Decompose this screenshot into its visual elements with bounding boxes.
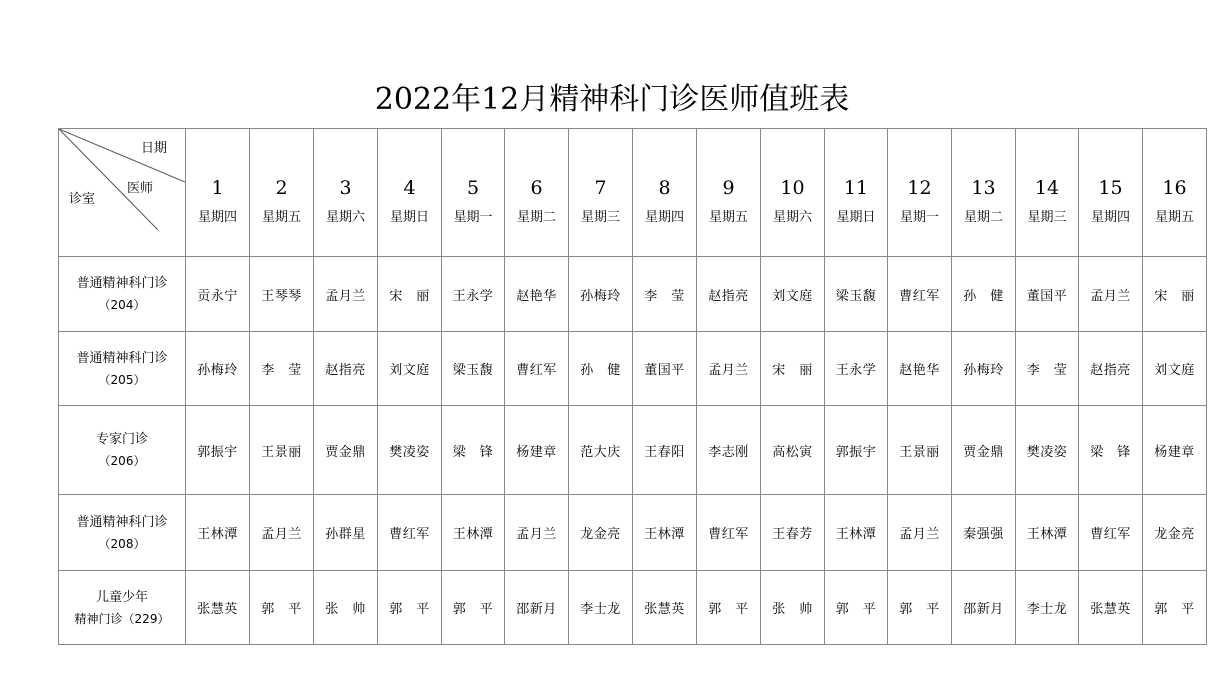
- doctor-cell: 曹红军: [378, 495, 442, 571]
- page-title: 2022年12月精神科门诊医师值班表: [374, 82, 850, 117]
- room-number: （204）: [98, 298, 146, 312]
- doctor-cell: 邵新月: [505, 571, 569, 645]
- table-row: [59, 495, 1207, 571]
- doctor-cell: 王林潭: [186, 495, 250, 571]
- header-row: [59, 129, 1207, 257]
- doctor-cell: 邵新月: [952, 571, 1016, 645]
- doctor-cell: 郭 平: [825, 571, 888, 645]
- day-header-15: [1079, 129, 1143, 257]
- room-cell: [59, 571, 186, 645]
- table-row: [59, 332, 1207, 406]
- day-number: 13: [971, 177, 996, 199]
- room-cell: [59, 257, 186, 332]
- weekday-label: 星期四: [644, 210, 684, 225]
- doctor-cell: 郭振宇: [825, 406, 888, 495]
- doctor-cell: 樊凌姿: [378, 406, 442, 495]
- doctor-cell: 曹红军: [505, 332, 569, 406]
- doctor-cell: 梁玉馥: [442, 332, 505, 406]
- room-number: （206）: [98, 454, 146, 468]
- doctor-cell: 郭 平: [888, 571, 952, 645]
- room-number: 精神门诊（229）: [74, 611, 170, 626]
- day-header-13: [952, 129, 1016, 257]
- room-name: 专家门诊: [95, 432, 148, 447]
- day-header-4: [378, 129, 442, 257]
- doctor-cell: 李士龙: [1016, 571, 1079, 645]
- day-number: 8: [658, 177, 671, 199]
- room-number: （205）: [98, 372, 146, 387]
- doctor-cell: 王春芳: [761, 495, 825, 571]
- doctor-cell: 赵艳华: [888, 332, 952, 406]
- weekday-label: 星期六: [772, 210, 812, 225]
- doctor-cell: 孟月兰: [250, 495, 314, 571]
- doctor-cell: 郭 平: [250, 571, 314, 645]
- day-header-8: [633, 129, 697, 257]
- doctor-cell: 孟月兰: [697, 332, 761, 406]
- doctor-label: 医师: [127, 181, 154, 196]
- doctor-cell: 赵指亮: [314, 332, 378, 406]
- doctor-cell: 贾金鼎: [952, 406, 1016, 495]
- doctor-cell: 李 莹: [250, 332, 314, 406]
- day-number: 7: [594, 177, 607, 199]
- weekday-label: 星期二: [516, 210, 556, 225]
- doctor-cell: 张慧英: [633, 571, 697, 645]
- table-row: [59, 406, 1207, 495]
- weekday-label: 星期五: [1154, 210, 1194, 225]
- doctor-cell: 范大庆: [569, 406, 633, 495]
- doctor-cell: 张 帅: [761, 571, 825, 645]
- doctor-cell: 刘文庭: [761, 257, 825, 332]
- doctor-cell: 张慧英: [1079, 571, 1143, 645]
- doctor-cell: 宋 丽: [761, 332, 825, 406]
- doctor-cell: 宋 丽: [1143, 257, 1207, 332]
- day-header-3: [314, 129, 378, 257]
- day-header-11: [825, 129, 888, 257]
- table-row: [59, 571, 1207, 645]
- room-name: 儿童少年: [95, 589, 148, 605]
- day-header-10: [761, 129, 825, 257]
- doctor-cell: 郭 平: [378, 571, 442, 645]
- doctor-cell: 曹红军: [1079, 495, 1143, 571]
- doctor-cell: 孙 健: [952, 257, 1016, 332]
- day-header-2: [250, 129, 314, 257]
- doctor-cell: 赵指亮: [1079, 332, 1143, 406]
- doctor-cell: 王景丽: [888, 406, 952, 495]
- doctor-cell: 王琴琴: [250, 257, 314, 332]
- day-number: 3: [339, 177, 352, 199]
- doctor-cell: 王林潭: [442, 495, 505, 571]
- day-number: 1: [211, 177, 224, 199]
- weekday-label: 星期一: [899, 210, 939, 225]
- doctor-cell: 孙 健: [569, 332, 633, 406]
- doctor-cell: 孙梅玲: [952, 332, 1016, 406]
- room-name: 普通精神科门诊: [76, 276, 168, 291]
- day-header-16: [1143, 129, 1207, 257]
- table-row: [59, 257, 1207, 332]
- doctor-cell: 梁玉馥: [825, 257, 888, 332]
- weekday-label: 星期三: [1027, 210, 1067, 225]
- day-header-6: [505, 129, 569, 257]
- doctor-cell: 王林潭: [825, 495, 888, 571]
- room-cell: [59, 406, 186, 495]
- doctor-cell: 龙金亮: [569, 495, 633, 571]
- doctor-cell: 张慧英: [186, 571, 250, 645]
- day-header-7: [569, 129, 633, 257]
- doctor-cell: 贡永宁: [186, 257, 250, 332]
- doctor-cell: 张 帅: [314, 571, 378, 645]
- day-header-5: [442, 129, 505, 257]
- weekday-label: 星期六: [325, 210, 365, 225]
- doctor-cell: 孙群星: [314, 495, 378, 571]
- doctor-cell: 刘文庭: [378, 332, 442, 406]
- weekday-label: 星期五: [261, 210, 301, 225]
- day-header-1: [186, 129, 250, 257]
- doctor-cell: 孙梅玲: [569, 257, 633, 332]
- doctor-cell: 杨建章: [505, 406, 569, 495]
- doctor-cell: 李 莹: [633, 257, 697, 332]
- room-cell: [59, 332, 186, 406]
- day-header-9: [697, 129, 761, 257]
- doctor-cell: 王林潭: [1016, 495, 1079, 571]
- doctor-cell: 龙金亮: [1143, 495, 1207, 571]
- diagonal-header: [59, 129, 185, 256]
- doctor-cell: 王永学: [825, 332, 888, 406]
- day-number: 11: [843, 177, 869, 199]
- doctor-cell: 董国平: [1016, 257, 1079, 332]
- room-cell: [59, 495, 186, 571]
- doctor-cell: 王林潭: [633, 495, 697, 571]
- doctor-cell: 赵指亮: [697, 257, 761, 332]
- day-number: 15: [1098, 177, 1123, 199]
- doctor-cell: 曹红军: [888, 257, 952, 332]
- room-name: 普通精神科门诊: [76, 514, 168, 530]
- room-label: 诊室: [69, 192, 96, 207]
- day-number: 2: [275, 177, 288, 199]
- doctor-cell: 宋 丽: [378, 257, 442, 332]
- doctor-cell: 刘文庭: [1143, 332, 1207, 406]
- day-header-14: [1016, 129, 1079, 257]
- weekday-label: 星期日: [836, 210, 876, 225]
- doctor-cell: 贾金鼎: [314, 406, 378, 495]
- doctor-cell: 高松寅: [761, 406, 825, 495]
- weekday-label: 星期日: [389, 210, 429, 225]
- day-number: 10: [780, 177, 805, 199]
- doctor-cell: 郭振宇: [186, 406, 250, 495]
- weekday-label: 星期五: [708, 210, 748, 225]
- doctor-cell: 李士龙: [569, 571, 633, 645]
- doctor-cell: 董国平: [633, 332, 697, 406]
- doctor-cell: 李 莹: [1016, 332, 1079, 406]
- room-name: 普通精神科门诊: [76, 350, 168, 366]
- weekday-label: 星期二: [963, 210, 1003, 225]
- weekday-label: 星期四: [197, 210, 237, 225]
- doctor-cell: 孟月兰: [505, 495, 569, 571]
- doctor-cell: 郭 平: [442, 571, 505, 645]
- doctor-cell: 王春阳: [633, 406, 697, 495]
- doctor-cell: 郭 平: [697, 571, 761, 645]
- doctor-cell: 王景丽: [250, 406, 314, 495]
- day-number: 16: [1162, 177, 1187, 199]
- day-number: 12: [907, 177, 932, 199]
- day-number: 9: [722, 177, 735, 199]
- doctor-cell: 赵艳华: [505, 257, 569, 332]
- doctor-cell: 孟月兰: [314, 257, 378, 332]
- doctor-cell: 李志刚: [697, 406, 761, 495]
- doctor-cell: 孟月兰: [888, 495, 952, 571]
- doctor-cell: 梁 锋: [1079, 406, 1143, 495]
- weekday-label: 星期一: [453, 210, 493, 225]
- doctor-cell: 樊凌姿: [1016, 406, 1079, 495]
- day-number: 5: [466, 177, 480, 199]
- day-number: 14: [1034, 177, 1060, 199]
- doctor-cell: 曹红军: [697, 495, 761, 571]
- doctor-cell: 王永学: [442, 257, 505, 332]
- day-number: 4: [403, 177, 416, 199]
- day-number: 6: [530, 177, 543, 199]
- date-label: 日期: [141, 141, 168, 156]
- day-header-12: [888, 129, 952, 257]
- schedule-table: [58, 128, 1207, 645]
- corner-cell: [59, 129, 186, 257]
- doctor-cell: 梁 锋: [442, 406, 505, 495]
- weekday-label: 星期四: [1090, 210, 1130, 225]
- doctor-cell: 秦强强: [952, 495, 1016, 571]
- doctor-cell: 杨建章: [1143, 406, 1207, 495]
- doctor-cell: 郭 平: [1143, 571, 1207, 645]
- doctor-cell: 孙梅玲: [186, 332, 250, 406]
- room-number: （208）: [98, 536, 146, 551]
- doctor-cell: 孟月兰: [1079, 257, 1143, 332]
- weekday-label: 星期三: [580, 210, 620, 225]
